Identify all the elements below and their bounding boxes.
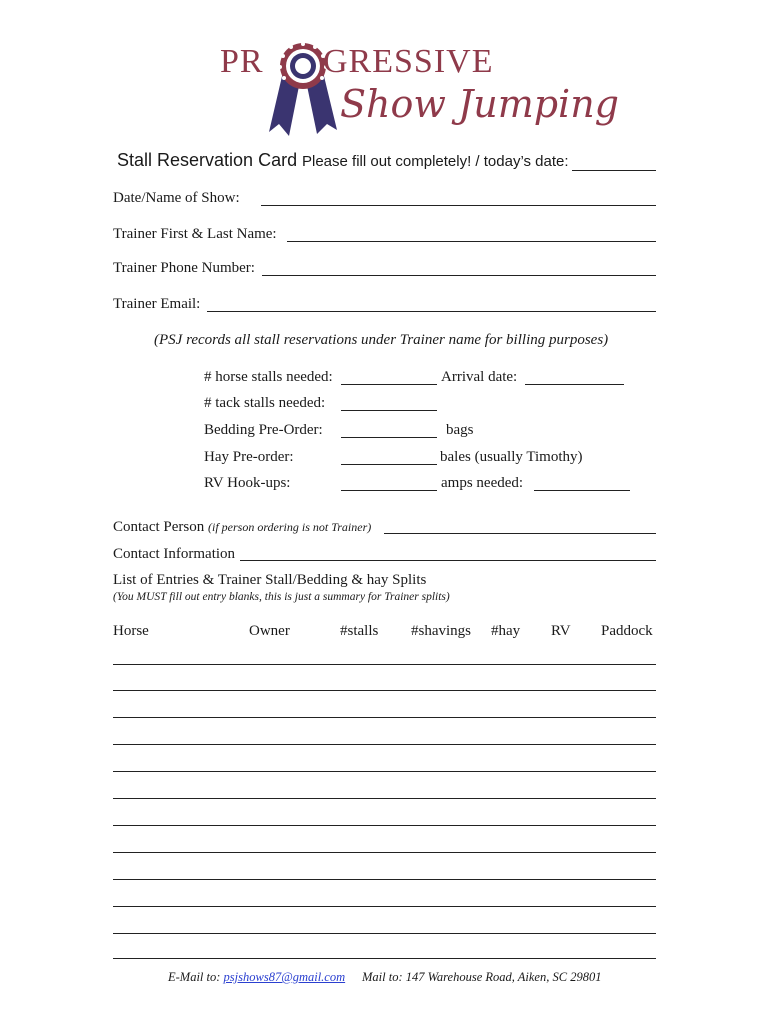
progressive-show-jumping-logo bbox=[215, 40, 620, 150]
logo-script-text: Show Jumping bbox=[340, 82, 620, 126]
entry-row-line[interactable] bbox=[113, 879, 656, 880]
logo-word-right: GRESSIVE bbox=[323, 43, 494, 80]
email-link[interactable]: psjshows87@gmail.com bbox=[223, 970, 346, 984]
amps-label: amps needed: bbox=[441, 475, 524, 491]
column-shavings: #shavings bbox=[411, 623, 471, 639]
bedding-label: Bedding Pre-Order: bbox=[204, 422, 323, 438]
trainer-name-blank[interactable] bbox=[287, 241, 656, 242]
entry-row-line[interactable] bbox=[113, 933, 656, 934]
bedding-blank[interactable] bbox=[341, 437, 437, 438]
rv-blank[interactable] bbox=[341, 490, 437, 491]
contact-person-blank[interactable] bbox=[384, 533, 656, 534]
column-owner: Owner bbox=[249, 623, 290, 639]
entry-row-line[interactable] bbox=[113, 664, 656, 665]
trainer-email-label: Trainer Email: bbox=[113, 296, 201, 312]
bedding-unit: bags bbox=[446, 422, 474, 438]
todays-date-blank[interactable] bbox=[572, 170, 656, 171]
contact-person-note: (if person ordering is not Trainer) bbox=[208, 520, 372, 534]
hay-blank[interactable] bbox=[341, 464, 437, 465]
horse-stalls-label: # horse stalls needed: bbox=[204, 369, 333, 385]
column-stalls: #stalls bbox=[340, 623, 379, 639]
contact-person-text: Contact Person bbox=[113, 519, 205, 535]
entries-note: (You MUST fill out entry blanks, this is just a summary for Trainer splits) bbox=[113, 591, 450, 603]
arrival-date-blank[interactable] bbox=[525, 384, 624, 385]
billing-note: (PSJ records all stall reservations under Trainer name for billing purposes) bbox=[154, 332, 609, 348]
horse-stalls-blank[interactable] bbox=[341, 384, 437, 385]
contact-info-label: Contact Information bbox=[113, 546, 236, 562]
arrival-date-label: Arrival date: bbox=[441, 369, 518, 385]
footer-email bbox=[168, 970, 345, 985]
hay-label: Hay Pre-order: bbox=[204, 449, 294, 465]
entry-row-line[interactable] bbox=[113, 906, 656, 907]
column-horse: Horse bbox=[113, 623, 149, 639]
entry-row-line[interactable] bbox=[113, 798, 656, 799]
column-paddock: Paddock bbox=[601, 623, 653, 639]
entry-row-line[interactable] bbox=[113, 825, 656, 826]
date-name-show-label: Date/Name of Show: bbox=[113, 190, 240, 206]
entries-title: List of Entries & Trainer Stall/Bedding & hay Splits bbox=[113, 572, 427, 588]
entry-row-line[interactable] bbox=[113, 771, 656, 772]
trainer-email-blank[interactable] bbox=[207, 311, 656, 312]
amps-blank[interactable] bbox=[534, 490, 630, 491]
contact-person-label bbox=[113, 519, 371, 536]
trainer-name-label: Trainer First & Last Name: bbox=[113, 226, 277, 242]
hay-unit: bales (usually Timothy) bbox=[440, 449, 583, 465]
entry-row-line[interactable] bbox=[113, 958, 656, 959]
entry-row-line[interactable] bbox=[113, 690, 656, 691]
column-hay: #hay bbox=[491, 623, 521, 639]
contact-info-blank[interactable] bbox=[240, 560, 656, 561]
trainer-phone-label: Trainer Phone Number: bbox=[113, 260, 255, 276]
card-title: Stall Reservation Card bbox=[117, 150, 298, 170]
footer-mail-address: Mail to: 147 Warehouse Road, Aiken, SC 29801 bbox=[362, 970, 602, 984]
column-rv: RV bbox=[551, 623, 571, 639]
email-label: E-Mail to: bbox=[168, 970, 221, 984]
tack-stalls-label: # tack stalls needed: bbox=[204, 395, 326, 411]
logo-word-left: PR bbox=[220, 43, 264, 80]
entry-row-line[interactable] bbox=[113, 744, 656, 745]
entry-row-line[interactable] bbox=[113, 852, 656, 853]
date-name-show-blank[interactable] bbox=[261, 205, 656, 206]
trainer-phone-blank[interactable] bbox=[262, 275, 656, 276]
tack-stalls-blank[interactable] bbox=[341, 410, 437, 411]
instruction-text: Please fill out completely! / today’s date: bbox=[302, 153, 569, 170]
entry-row-line[interactable] bbox=[113, 717, 656, 718]
rv-label: RV Hook-ups: bbox=[204, 475, 291, 491]
